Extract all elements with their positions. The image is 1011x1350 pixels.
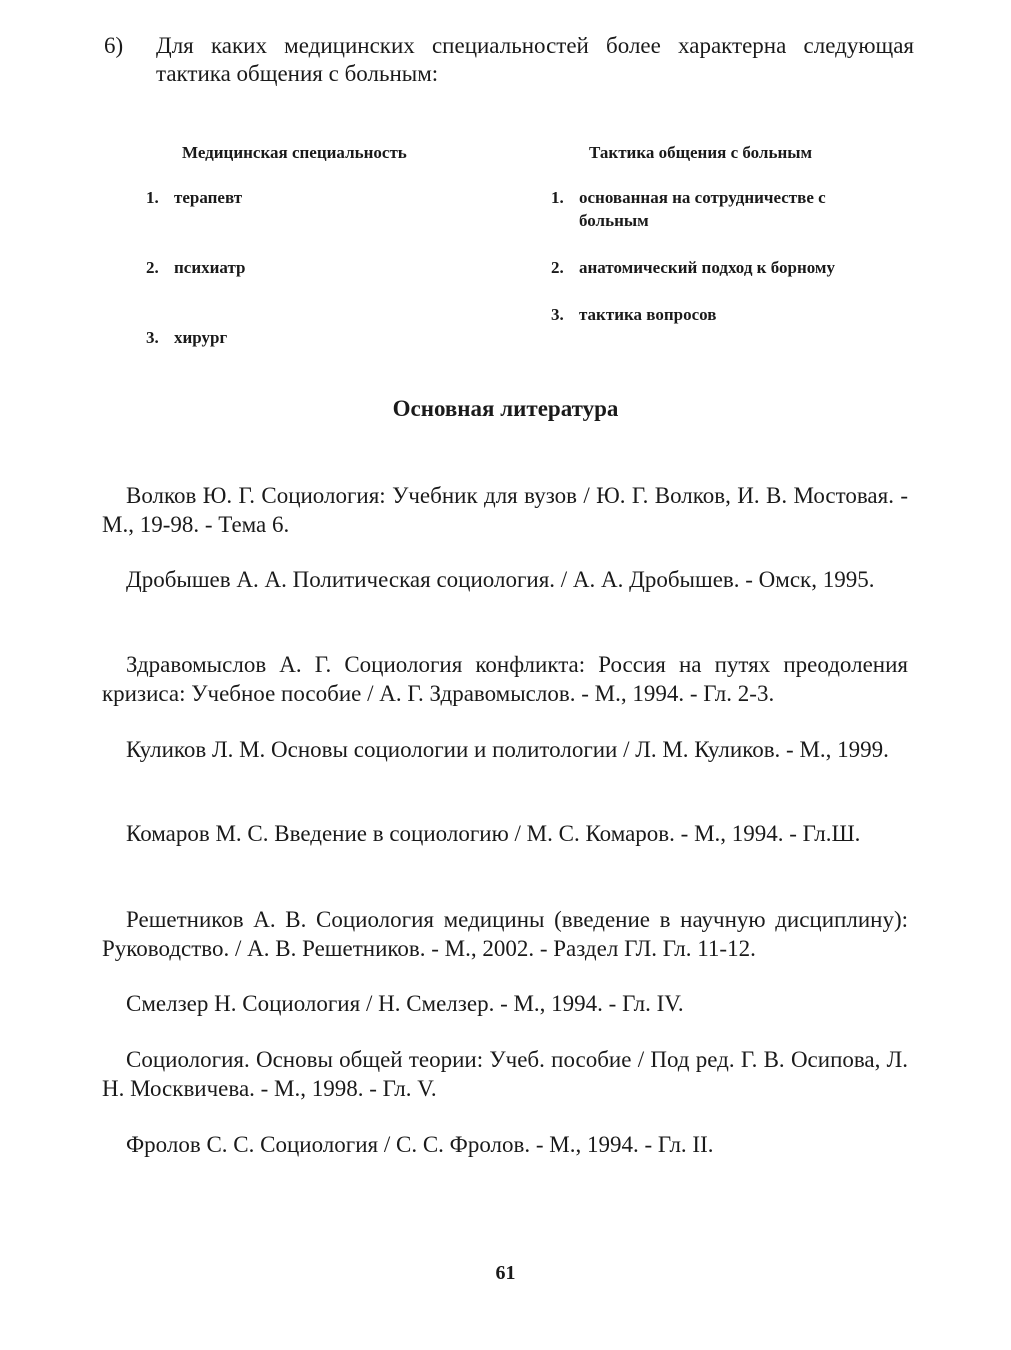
tactic-item-1 <box>551 186 881 232</box>
page-number: 61 <box>495 1262 516 1284</box>
tactic-item-3 <box>551 303 881 326</box>
specialty-item-number: 1. <box>146 188 159 207</box>
reference-item: Фролов С. С. Социология / С. С. Фролов. - М., 1994. - Гл. II. <box>126 1132 714 1157</box>
tactic-column-header: Тактика общения с больным <box>589 143 813 162</box>
reference-item: Комаров М. С. Введение в социологию / М. С. Комаров. - М., 1994. - Гл.Ш. <box>126 821 861 846</box>
reference-item: Волков Ю. Г. Социология: Учебник для вузов / Ю. Г. Волков, И. В. Мостовая. - М., 19-98. - Тема 6. <box>102 483 908 537</box>
reference-item: Смелзер Н. Социология / Н. Смелзер. - М., 1994. - Гл. IV. <box>126 991 684 1016</box>
tactic-item-number: 1. <box>551 188 564 207</box>
specialty-item-1 <box>146 186 446 209</box>
specialty-item-label: психиатр <box>174 258 246 277</box>
tactic-item-number: 3. <box>551 305 564 324</box>
specialty-item-label: хирург <box>174 328 228 347</box>
reference-item: Социология. Основы общей теории: Учеб. пособие / Под ред. Г. В. Осипова, Л. Н. Москвичева. - М., 1998. - Гл. V. <box>102 1047 908 1101</box>
specialty-item-3 <box>146 326 446 349</box>
tactic-item-label: анатомический подход к борному <box>579 258 835 277</box>
specialty-item-label: терапевт <box>174 188 243 207</box>
question-6 <box>104 32 914 88</box>
tactic-item-label: основанная на сотрудничестве с больным <box>579 188 826 230</box>
specialty-item-number: 2. <box>146 258 159 277</box>
question-text: Для каких медицинских специальностей более характерна следующая тактика общения с больным: <box>156 33 914 86</box>
reference-item: Здравомыслов А. Г. Социология конфликта: Россия на путях преодоления кризиса: Учебное пособие / А. Г. Здравомыслов. - М., 1994. - Гл. 2-3. <box>102 652 908 706</box>
tactic-item-2 <box>551 256 911 279</box>
reference-item: Куликов Л. М. Основы социологии и политологии / Л. М. Куликов. - М., 1999. <box>126 737 889 762</box>
specialty-column-header: Медицинская специальность <box>182 143 407 162</box>
tactic-item-number: 2. <box>551 258 564 277</box>
specialty-item-2 <box>146 256 446 279</box>
specialty-item-number: 3. <box>146 328 159 347</box>
reference-item: Дробышев А. А. Политическая социология. / А. А. Дробышев. - Омск, 1995. <box>126 567 875 592</box>
reference-item: Решетников А. В. Социология медицины (введение в научную дисциплину): Руководство. / А. В. Решетников. - М., 2002. - Раздел ГЛ. Гл. 11-12. <box>102 907 908 961</box>
tactic-item-label: тактика вопросов <box>579 305 717 324</box>
question-number: 6) <box>104 33 124 58</box>
literature-heading: Основная литература <box>392 396 619 421</box>
